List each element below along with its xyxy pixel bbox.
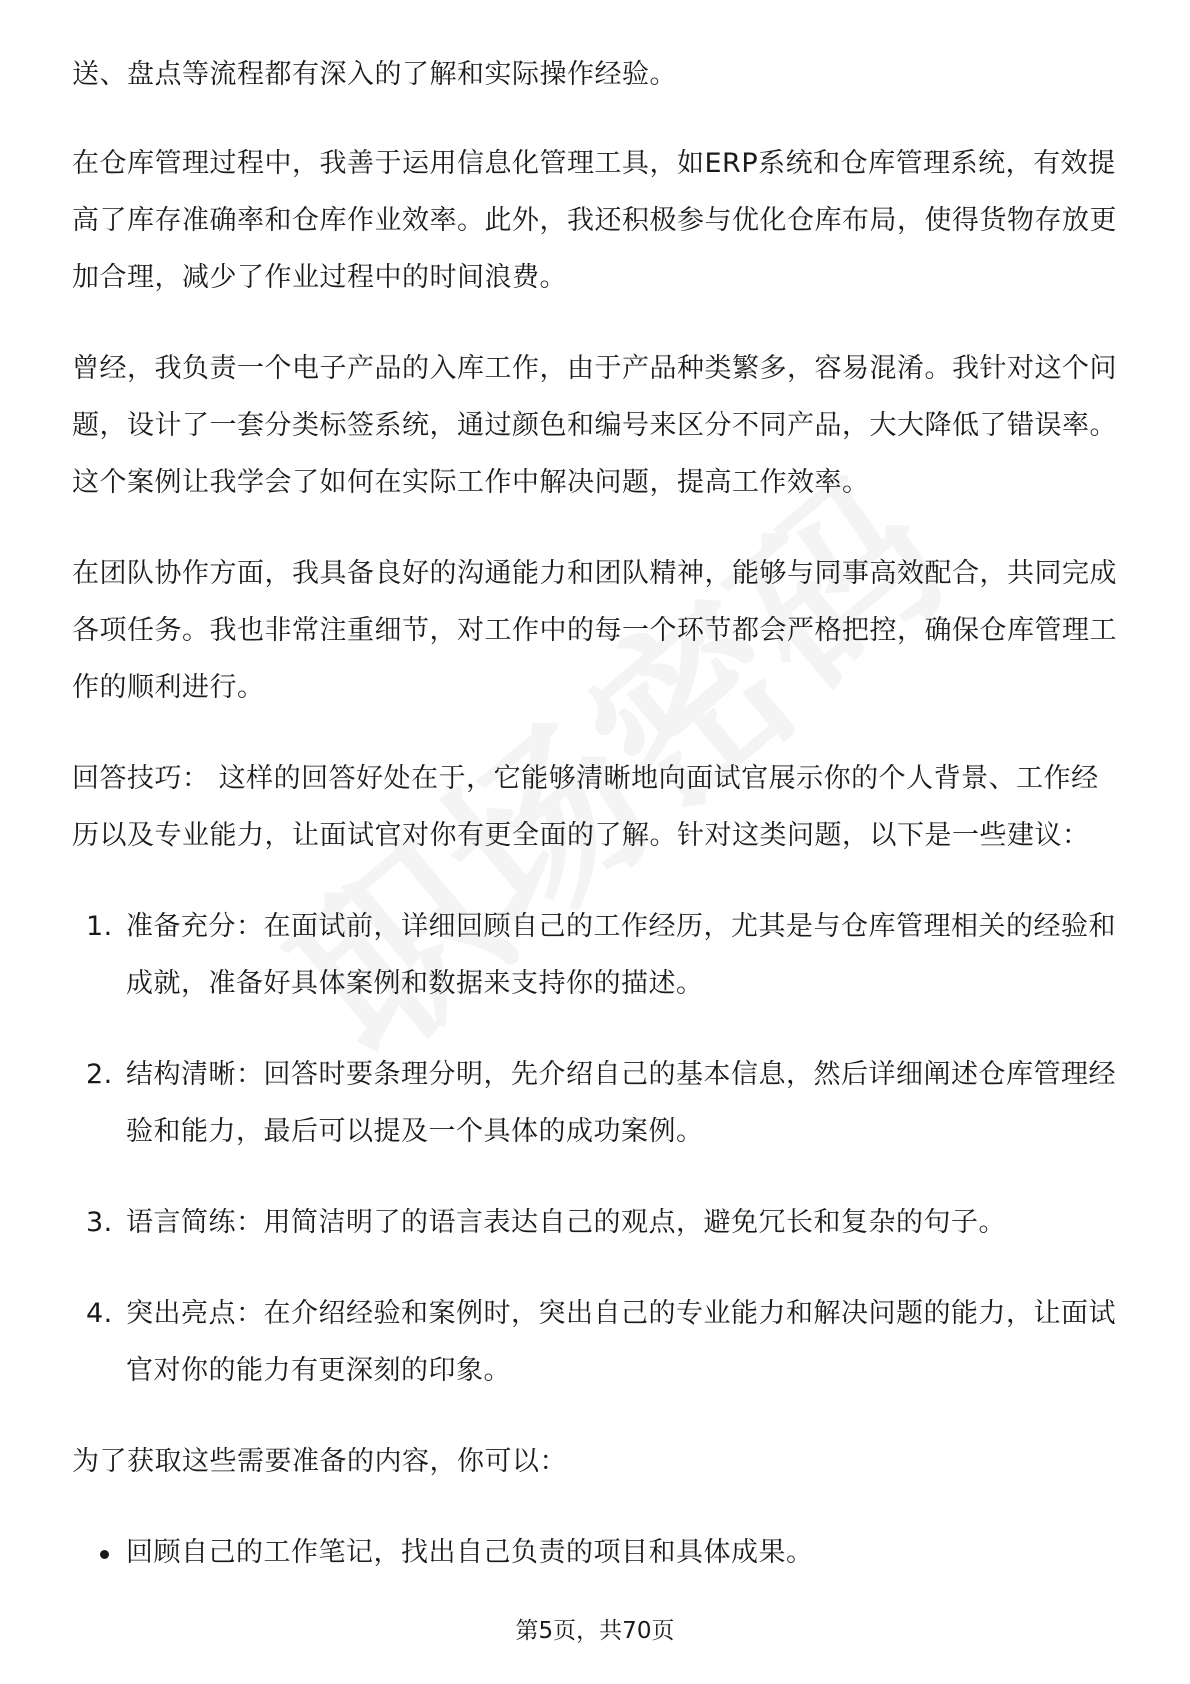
- list-number: 1.: [86, 911, 113, 942]
- list-number: 4.: [86, 1298, 113, 1329]
- list-item-text: 结构清晰：回答时要条理分明，先介绍自己的基本信息，然后详细阐述仓库管理经验和能力，最后可以提及一个具体的成功案例。: [126, 1059, 1116, 1147]
- list-number: 3.: [86, 1207, 113, 1238]
- bullet-icon: [100, 1550, 109, 1559]
- paragraph-3: 曾经，我负责一个电子产品的入库工作，由于产品种类繁多，容易混淆。我针对这个问题，设计了一套分类标签系统，通过颜色和编号来区分不同产品，大大降低了错误率。这个案例让我学会了如何在实际工作中解决问题，提高工作效率。: [72, 353, 1117, 498]
- list-item-text: 准备充分：在面试前，详细回顾自己的工作经历，尤其是与仓库管理相关的经验和成就，准备好具体案例和数据来支持你的描述。: [126, 911, 1116, 999]
- tips-list: [72, 898, 1122, 1399]
- paragraph-4: 在团队协作方面，我具备良好的沟通能力和团队精神，能够与同事高效配合，共同完成各项任务。我也非常注重细节，对工作中的每一个环节都会严格把控，确保仓库管理工作的顺利进行。: [72, 558, 1117, 703]
- list-item-text: 突出亮点：在介绍经验和案例时，突出自己的专业能力和解决问题的能力，让面试官对你的能力有更深刻的印象。: [126, 1298, 1116, 1386]
- bullet-item-text: 回顾自己的工作笔记，找出自己负责的项目和具体成果。: [126, 1537, 814, 1568]
- list-item: [72, 898, 1122, 1012]
- paragraph-2: 在仓库管理过程中，我善于运用信息化管理工具，如ERP系统和仓库管理系统，有效提高了库存准确率和仓库作业效率。此外，我还积极参与优化仓库布局，使得货物存放更加合理，减少了作业过程中的时间浪费。: [72, 148, 1117, 293]
- list-item: [72, 1046, 1122, 1160]
- paragraph-1: 送、盘点等流程都有深入的了解和实际操作经验。: [72, 59, 677, 90]
- bullet-item: [72, 1524, 1122, 1581]
- paragraph-preparation: 为了获取这些需要准备的内容，你可以：: [72, 1446, 567, 1477]
- page-footer: 第5页，共70页: [515, 1618, 675, 1644]
- list-item: [72, 1194, 1122, 1251]
- paragraph-answer-tips: 回答技巧： 这样的回答好处在于，它能够清晰地向面试官展示你的个人背景、工作经历以及专业能力，让面试官对你有更全面的了解。针对这类问题，以下是一些建议：: [72, 763, 1099, 851]
- page-content: [72, 46, 1122, 1581]
- bullet-list: [72, 1524, 1122, 1581]
- list-item: [72, 1285, 1122, 1399]
- list-item-text: 语言简练：用简洁明了的语言表达自己的观点，避免冗长和复杂的句子。: [126, 1207, 1006, 1238]
- list-number: 2.: [86, 1059, 113, 1090]
